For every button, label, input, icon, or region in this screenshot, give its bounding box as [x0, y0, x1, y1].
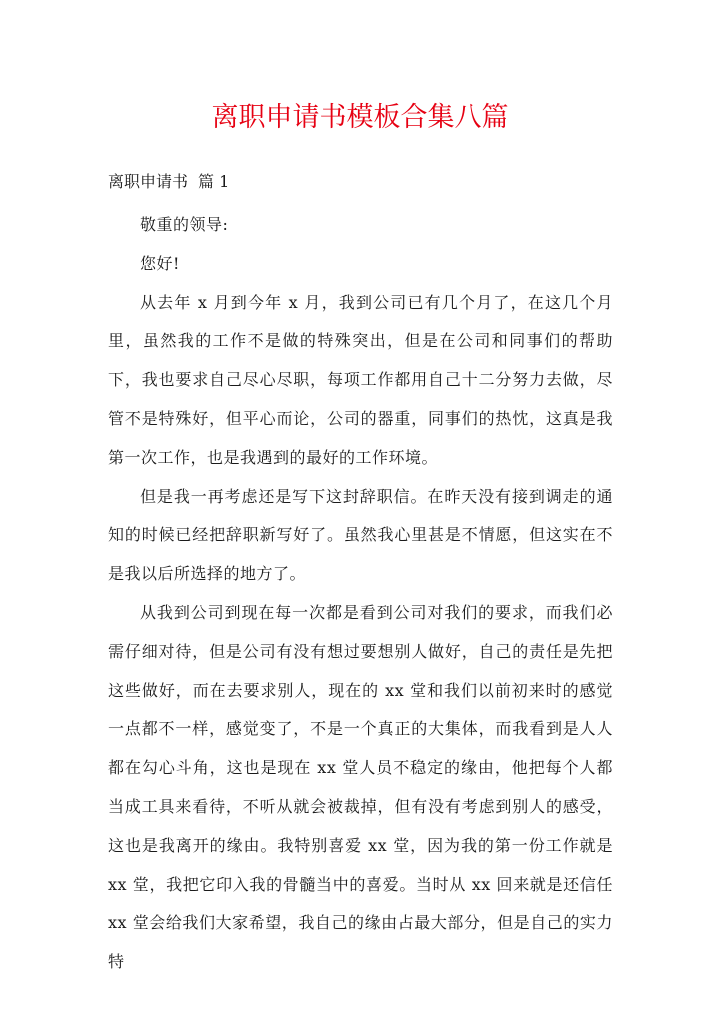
section-label: 离职申请书 — [108, 172, 189, 191]
body-paragraph-1: 从去年 x 月到今年 x 月，我到公司已有几个月了，在这几个月里，虽然我的工作不是做的特殊突出，但是在公司和同事们的帮助下，我也要求自己尽心尽职，每项工作都用自己十二分努力去做，尽管不是特殊好，但平心而论，公司的器重，同事们的热忱，这真是我第一次工作，也是我遇到的最好的工作环境。 — [108, 292, 613, 467]
body-paragraph-3: 从我到公司到现在每一次都是看到公司对我们的要求，而我们必需仔细对待，但是公司有没有想过要想别人做好，自己的责任是先把这些做好，而在去要求别人，现在的 xx 堂和我们以前初来时的感觉一点都不一样，感觉变了，不是一个真正的大集体，而我看到是人人都在勾心斗角，这也是现在 xx 堂人员不稳定的缘由，他把每个人都当成工具来看待，不听从就会被裁掉，但有没有考虑到别人的感受，这也是我离开的缘由。我特别喜爱 xx 堂，因为我的第一份工作就是 xx 堂，我把它印入我的骨髓当中的喜爱。当时从 xx 回来就是还信任 xx 堂会给我们大家希望，我自己的缘由占最大部分，但是自己的实力特 — [108, 602, 613, 972]
document-title: 离职申请书模板合集八篇 — [211, 102, 509, 133]
document-body — [108, 206, 613, 982]
body-paragraph-2: 但是我一再考虑还是写下这封辞职信。在昨天没有接到调走的通知的时候已经把辞职新写好了。虽然我心里甚是不情愿，但这实在不是我以后所选择的地方了。 — [108, 486, 613, 584]
salutation: 敬重的领导: — [140, 215, 229, 234]
greeting: 您好! — [140, 253, 180, 273]
section-number: 篇 1 — [198, 172, 230, 191]
section-heading — [108, 170, 229, 194]
